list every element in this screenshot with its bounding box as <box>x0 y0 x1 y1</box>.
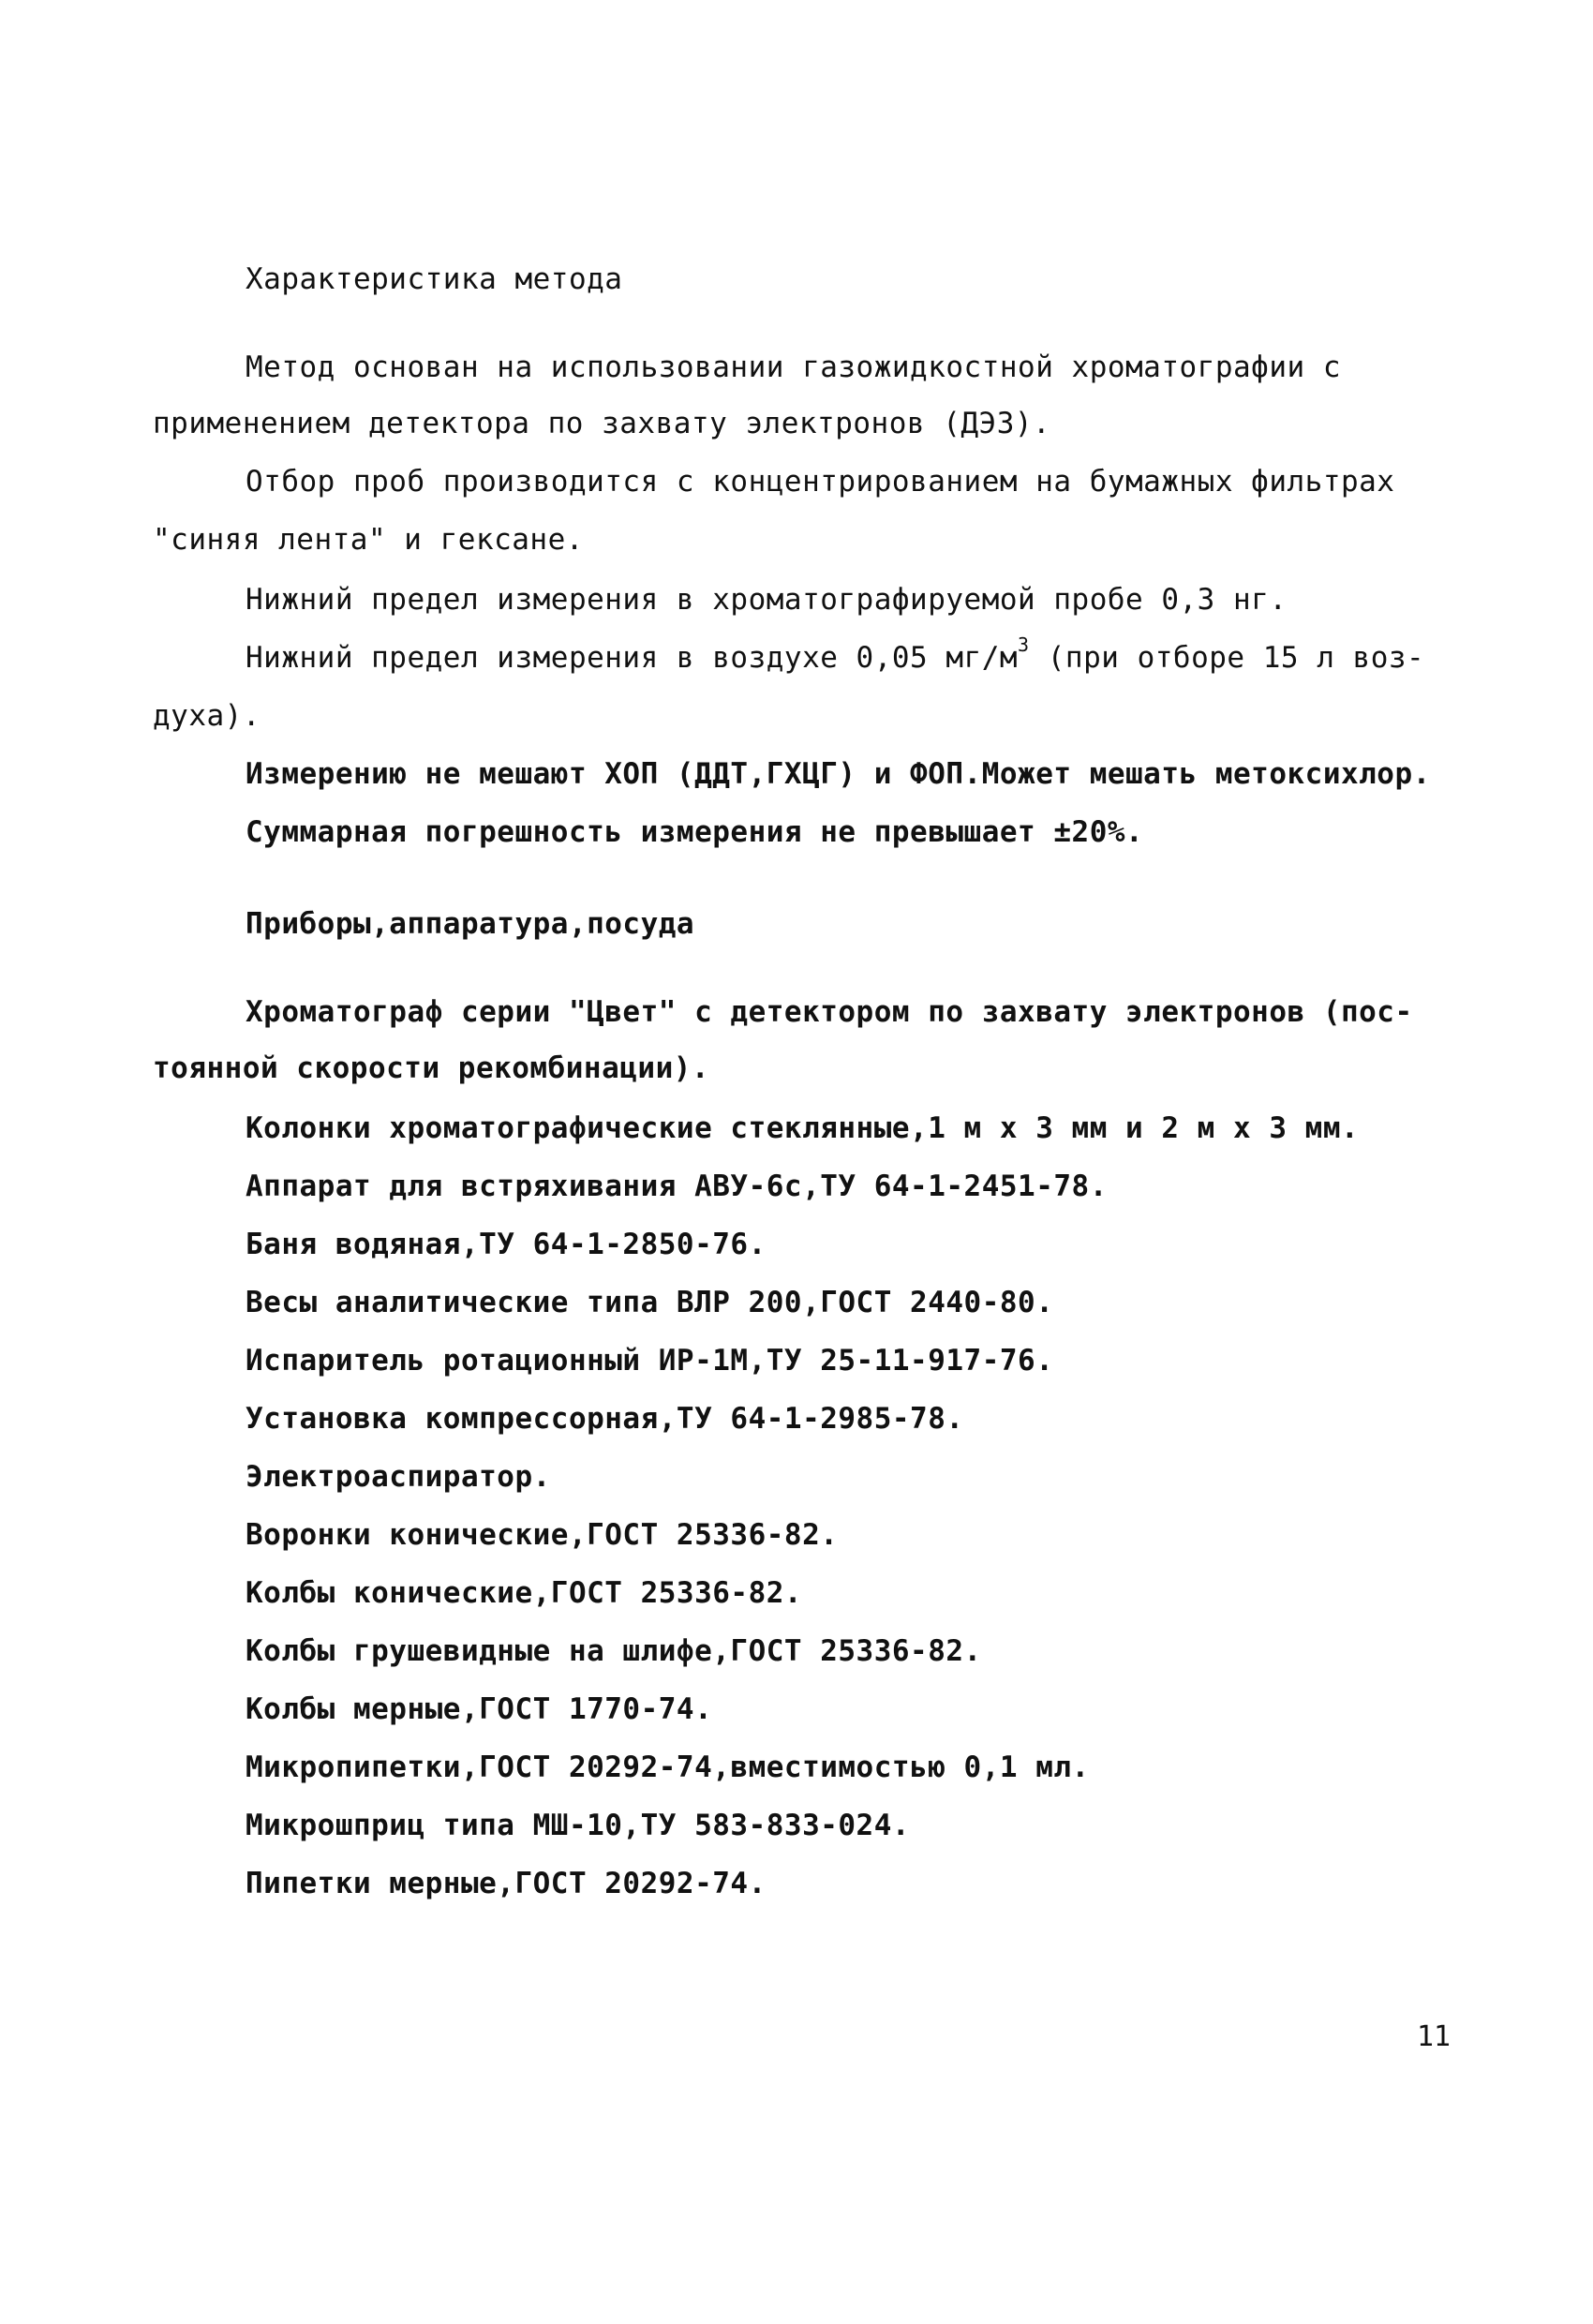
paragraph-sampling-line1: Отбор проб производится с концентрированием на бумажных фильтрах <box>246 465 1395 499</box>
equipment-item: Колбы мерные,ГОСТ 1770-74. <box>246 1692 713 1726</box>
paragraph-method-line2: применением детектора по захвату электронов (ДЭЗ). <box>153 407 1051 440</box>
paragraph-lower-limit-air-line1 <box>246 633 1425 677</box>
paragraph-sampling-line2: "синяя лента" и гексане. <box>153 523 584 557</box>
equipment-item: Испаритель ротационный ИР-1М,ТУ 25-11-917-76. <box>246 1344 1054 1378</box>
equipment-item: Колбы грушевидные на шлифе,ГОСТ 25336-82. <box>246 1634 982 1668</box>
total-error-value: 20%. <box>1071 815 1144 849</box>
total-error-text: Суммарная погрешность измерения не превышает <box>246 815 1054 849</box>
equipment-item: Микрошприц типа МШ-10,ТУ 583-833-024. <box>246 1809 911 1842</box>
paragraph-total-error <box>246 813 1143 851</box>
page-number: 11 <box>1417 2020 1452 2053</box>
equipment-item: Воронки конические,ГОСТ 25336-82. <box>246 1518 839 1552</box>
equipment-item: Электроаспиратор. <box>246 1460 551 1494</box>
equipment-item: Колбы конические,ГОСТ 25336-82. <box>246 1576 803 1610</box>
paragraph-interference: Измерению не мешают ХОП (ДДТ,ГХЦГ) и ФОП.Может мешать метоксихлор. <box>246 757 1431 791</box>
lower-limit-air-text-cont: (при отборе 15 л воз- <box>1029 641 1425 675</box>
equipment-item: Установка компрессорная,ТУ 64-1-2985-78. <box>246 1402 964 1436</box>
paragraph-method-line1: Метод основан на использовании газожидкостной хроматографии с <box>246 350 1341 384</box>
equipment-item: Микропипетки,ГОСТ 20292-74,вместимостью 0,1 мл. <box>246 1750 1090 1784</box>
section-heading-equipment: Приборы,аппаратура,посуда <box>246 907 695 941</box>
equipment-item: Пипетки мерные,ГОСТ 20292-74. <box>246 1867 767 1900</box>
paragraph-lower-limit-sample: Нижний предел измерения в хроматографируемой пробе 0,3 нг. <box>246 583 1288 617</box>
plus-minus-sign: ± <box>1053 815 1072 849</box>
superscript-three: 3 <box>1018 633 1030 656</box>
equipment-item: Баня водяная,ТУ 64-1-2850-76. <box>246 1228 767 1261</box>
equipment-chromatograph-line2: тоянной скорости рекомбинации). <box>153 1051 710 1085</box>
equipment-item: Колонки хроматографические стеклянные,1 м х 3 мм и 2 м х 3 мм. <box>246 1111 1360 1145</box>
lower-limit-air-text: Нижний предел измерения в воздухе 0,05 мг/м <box>246 641 1019 675</box>
equipment-item: Весы аналитические типа ВЛР 200,ГОСТ 2440-80. <box>246 1286 1054 1319</box>
equipment-chromatograph-line1: Хроматограф серии "Цвет" с детектором по захвату электронов (пос- <box>246 995 1413 1029</box>
section-heading-characteristics: Характеристика метода <box>246 262 623 296</box>
paragraph-lower-limit-air-line2: духа). <box>153 699 261 733</box>
equipment-item: Аппарат для встряхивания АВУ-6с,ТУ 64-1-2451-78. <box>246 1169 1108 1203</box>
